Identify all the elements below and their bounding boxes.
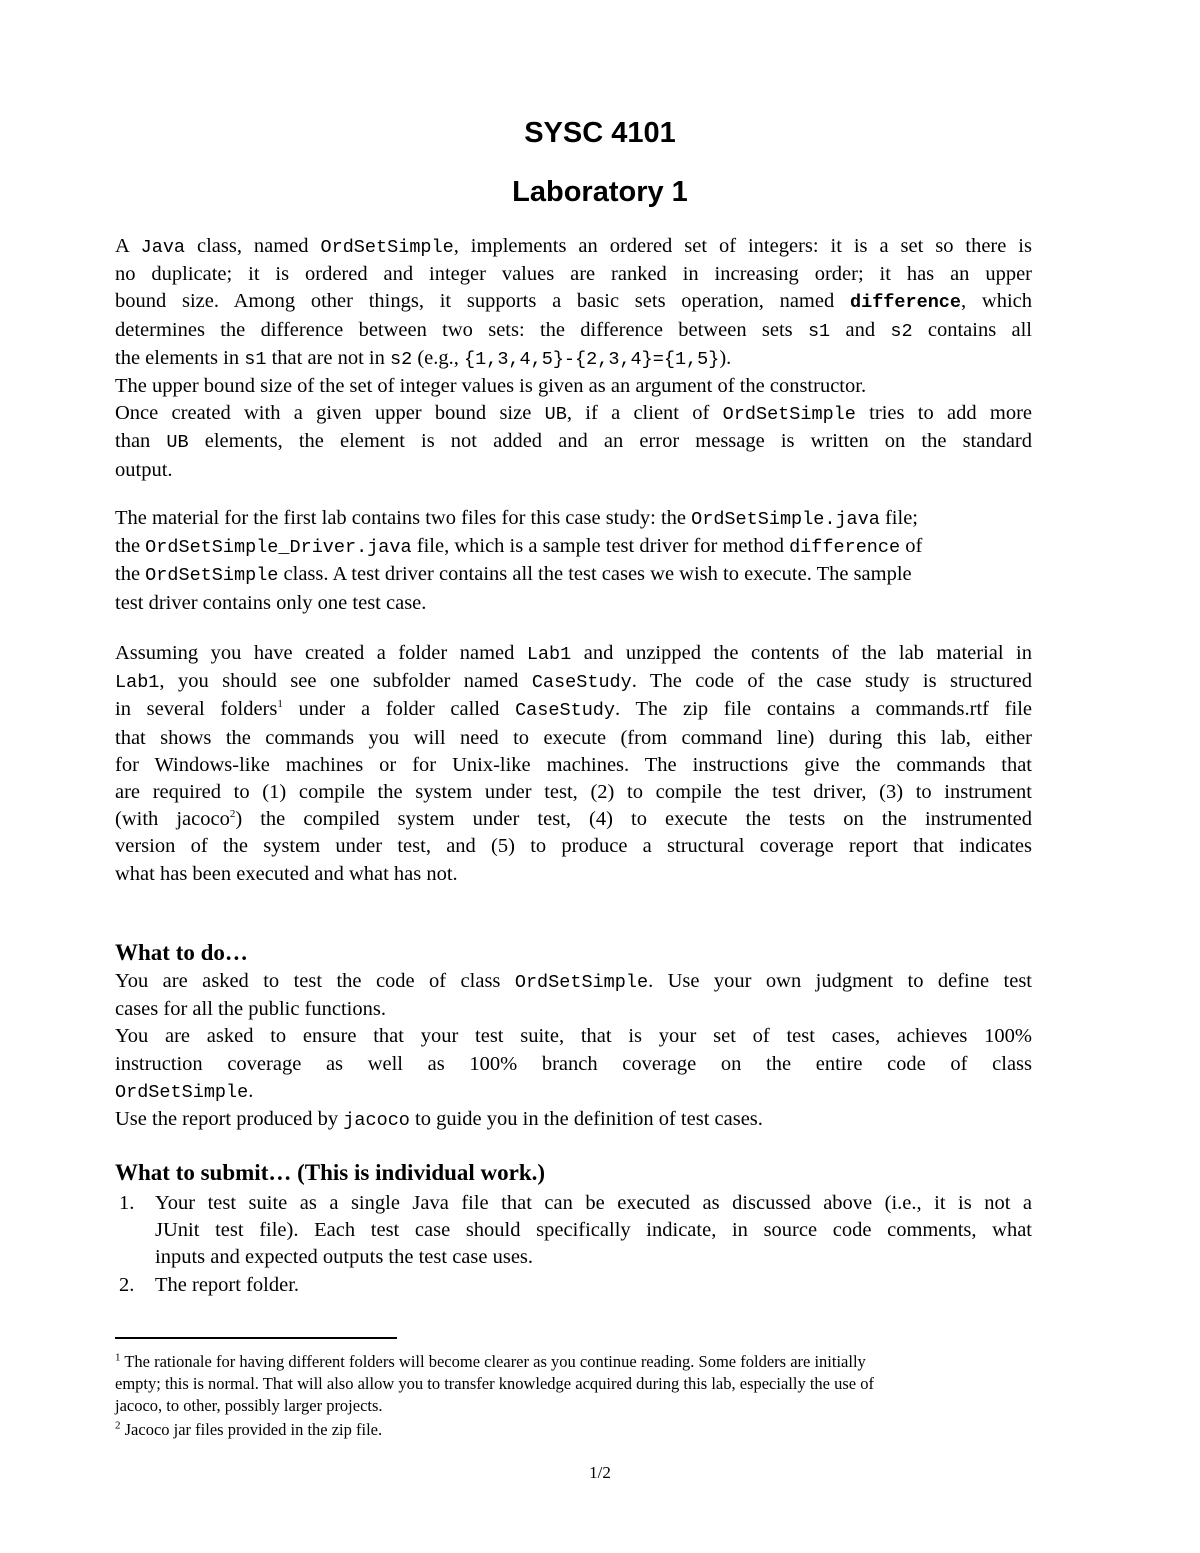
intro-line: output. [115,458,173,481]
todo-line: instruction coverage as well as 100% branch coverage on the entire code of class [115,1052,1032,1075]
footnote-separator [115,1337,397,1339]
submit-list [115,1190,1032,1299]
todo-line: You are asked to test the code of class OrdSetSimple. Use your own judgment to define test [115,970,1032,993]
material-paragraph [115,505,1032,617]
material-line: the OrdSetSimple class. A test driver contains all the test cases we wish to execute. The sample [115,563,912,587]
list-item: 2. The report folder. [119,1273,300,1296]
todo-paragraph [115,968,1032,1134]
folders-line: for Windows-like machines or for Unix-like machines. The instructions give the commands that [115,753,1032,776]
folders-line: version of the system under test, and (5) to produce a structural coverage report that indicates [115,835,1032,858]
folders-line: Assuming you have created a folder named Lab1 and unzipped the contents of the lab material in [115,642,1032,665]
intro-line: The upper bound size of the set of integer values is given as an argument of the constructor. [115,375,867,398]
intro-paragraph [115,233,1032,484]
intro-line: A Java class, named OrdSetSimple, implements an ordered set of integers: it is a set so there is [115,235,1032,258]
material-line: the OrdSetSimple_Driver.java file, which is a sample test driver for method difference of [115,535,923,559]
todo-line: Use the report produced by jacoco to guide you in the definition of test cases. [115,1108,763,1132]
course-title: SYSC 4101 [524,117,676,149]
footnote-ref-1: 1 [277,698,283,711]
intro-line: the elements in s1 that are not in s2 (e.g., {1,3,4,5}-{2,3,4}={1,5}). [115,346,732,370]
list-item: 1. Your test suite as a single Java file that can be executed as discussed above (i.e., it is not a JUnit test file). Each test case should specifically indicate, in source code comments, what inputs and expected outputs the test case uses. [119,1192,1032,1269]
folders-paragraph [115,640,1032,888]
todo-line: OrdSetSimple. [115,1079,254,1103]
folders-line: (with jacoco$^2$) the compiled system under test, (4) to execute the tests on the instrumented [115,808,1032,831]
intro-line: than UB elements, the element is not added and an error message is written on the standard [115,430,1033,454]
intro-line: bound size. Among other things, it supports a basic sets operation, named difference, which [115,290,1032,314]
intro-line: determines the difference between two sets: the difference between sets s1 and s2 contains all [115,318,1032,342]
what-to-submit-heading: What to submit… (This is individual work.) [115,1160,546,1185]
folders-line: are required to (1) compile the system under test, (2) to compile the test driver, (3) to instrument [115,781,1032,804]
todo-line: You are asked to ensure that your test suite, that is your set of test cases, achieves 100% [115,1025,1032,1048]
folders-line: that shows the commands you will need to execute (from command line) during this lab, either [115,726,1032,749]
material-line: The material for the first lab contains two files for this case study: the OrdSetSimple.java file; [115,507,918,530]
folders-line: in several folders$^1$ under a folder called CaseStudy. The zip file contains a commands.rtf file [115,698,1032,722]
page-number: 1/2 [589,1463,611,1482]
footnote-2: $^2$ Jacoco jar files provided in the zip file. [115,1419,383,1439]
intro-line: no duplicate; it is ordered and integer values are ranked in increasing order; it has an upper [115,263,1032,286]
intro-line: Once created with a given upper bound size UB, if a client of OrdSetSimple tries to add more [115,402,1033,426]
folders-line: Lab1, you should see one subfolder named CaseStudy. The code of the case study is structured [115,670,1032,694]
lab-title: Laboratory 1 [512,176,688,208]
folders-line: what has been executed and what has not. [115,862,458,885]
material-line: test driver contains only one test case. [115,591,427,614]
footnote-1: $^1$ The rationale for having different folders will become clearer as you continue reading. Some folders are initially empty; this is normal. That will also allow you to transfer knowledge acquired during this lab, especially the use of jacoco, to other, possibly larger projects. [115,1351,874,1415]
todo-line: cases for all the public functions. [115,998,386,1021]
footnote-ref-2: 2 [229,808,236,821]
what-to-do-heading: What to do… [115,940,248,965]
